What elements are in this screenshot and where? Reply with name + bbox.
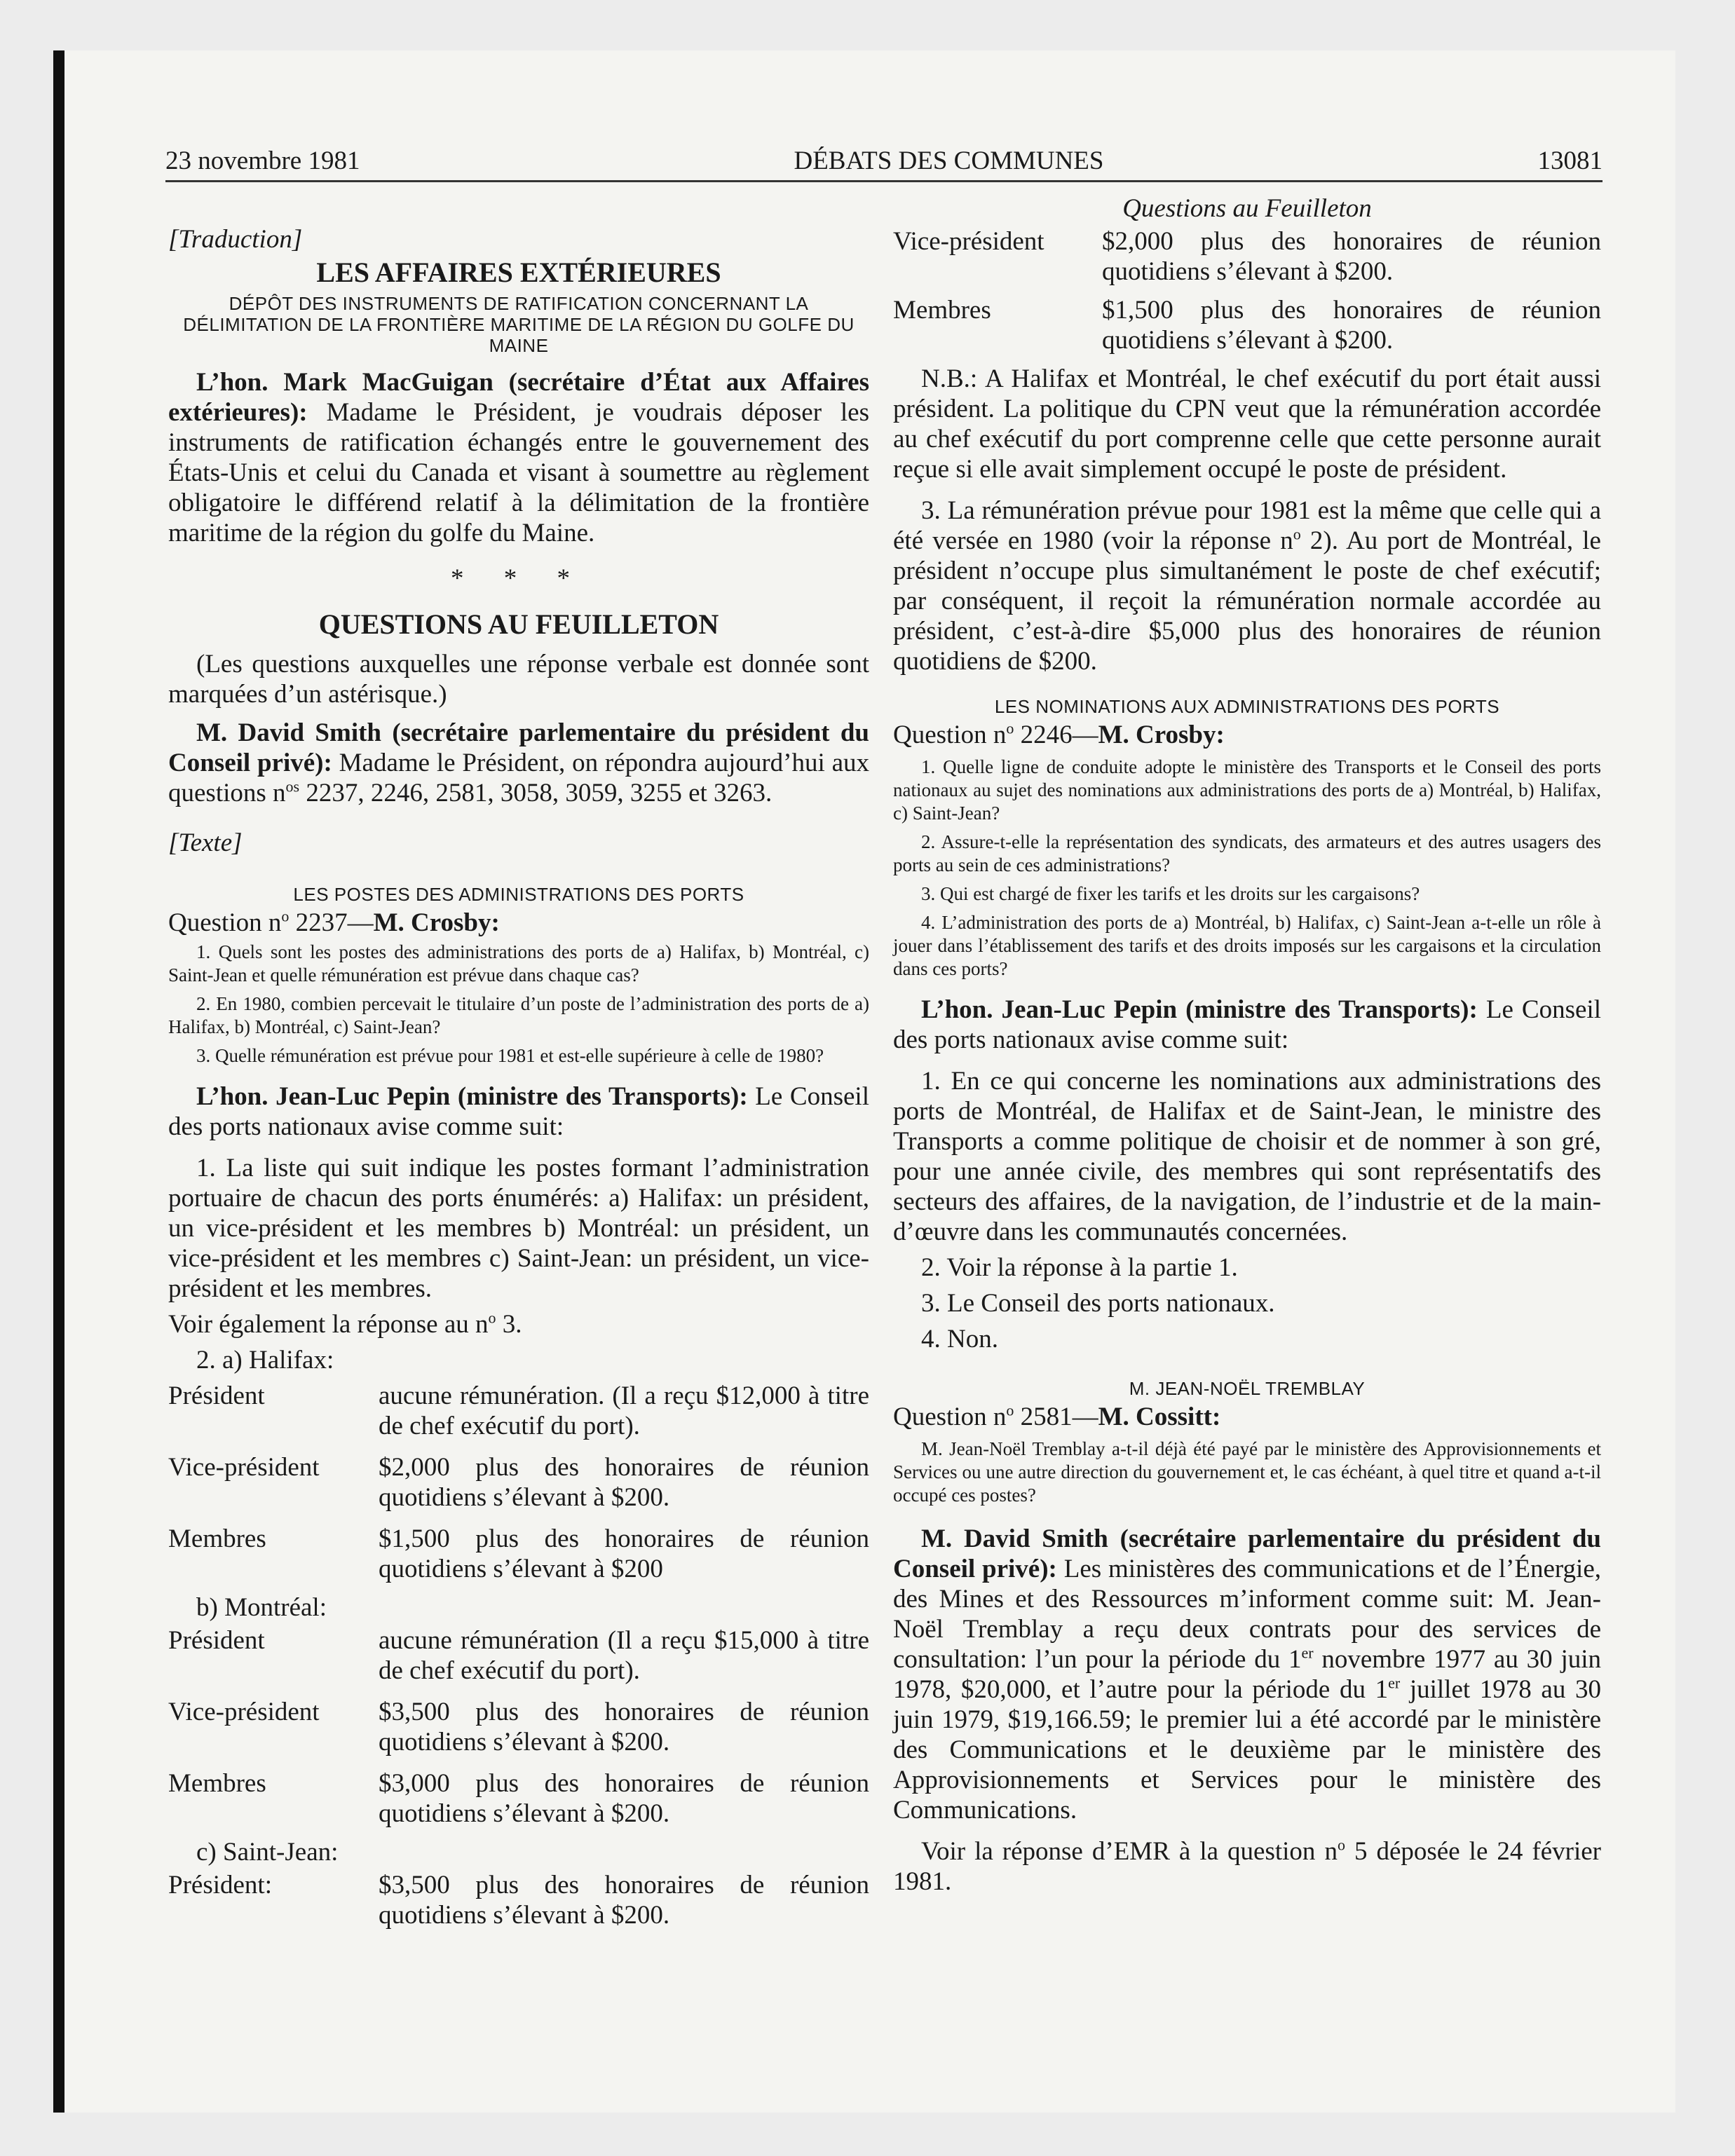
speech-text: Madame le Président, on répondra aujourd’hui aux questions n	[168, 749, 869, 807]
question-2246-heading	[893, 720, 1601, 750]
table-cell-pay: $2,000 plus des honoraires de réunion quotidiens s’élevant à $200.	[1102, 227, 1601, 286]
speech-text: Les ministères des communications et de l’Énergie, des Mines et des Ressources m’informent comme suit: M. Jean-Noël Tremblay a reçu deux contrats pour des services de consultation: l’un pour la période du 1	[893, 1555, 1601, 1674]
table-cell-role: Membres	[168, 1769, 266, 1798]
speech-text: Voir également la réponse au n	[168, 1310, 489, 1339]
table-row	[168, 1381, 869, 1441]
superscript: o	[1293, 525, 1301, 543]
table-cell-pay: $3,000 plus des honoraires de réunion quotidiens s’élevant à $200.	[379, 1769, 869, 1828]
continued-table	[893, 226, 1601, 355]
scan-edge	[53, 50, 64, 2113]
paragraph-pepin-1	[168, 1082, 869, 1142]
speaker-pepin: L’hon. Jean-Luc Pepin (ministre des Transports):	[921, 995, 1478, 1024]
section-title-affaires-exterieures: LES AFFAIRES EXTÉRIEURES	[316, 257, 721, 288]
running-head-questions: Questions au Feuilleton	[1122, 194, 1372, 223]
superscript: o	[488, 1309, 496, 1327]
question-2246-items	[893, 756, 1601, 981]
montreal-label: b) Montréal:	[196, 1593, 327, 1622]
superscript: os	[285, 777, 300, 796]
paragraph-liste-postes: 1. La liste qui suit indique les postes formant l’administration portuaire de chacun des ports énumérés: a) Halifax: un président, un vice-président et les membres b) Montréal: un président, un vice-président et les membres c) Saint-Jean: un président, un vice-président et les membres.	[168, 1154, 869, 1303]
table-row	[168, 1870, 869, 1930]
question-number: 2237—	[289, 908, 374, 937]
speech-text: novembre 1977 au 30 juin 1978, $20,000, et l’autre pour la période du 1	[893, 1645, 1601, 1704]
question-item: 3. Quelle rémunération est prévue pour 1981 et est-elle supérieure à celle de 1980?	[196, 1045, 824, 1066]
question-2581-heading	[893, 1402, 1601, 1432]
superscript: o	[1337, 1836, 1345, 1854]
question-2581-text: M. Jean-Noël Tremblay a-t-il déjà été payé par le ministère des Approvisionnements et Services ou une autre direction du gouvernement et, le cas échéant, à quel titre et quand a-t-il occupé ces postes?	[893, 1438, 1601, 1506]
table-cell-role: Vice-président	[893, 227, 1045, 256]
header-date: 23 novembre 1981	[165, 146, 360, 175]
section-title-questions: QUESTIONS AU FEUILLETON	[318, 608, 719, 640]
paragraph-macguigan	[168, 367, 869, 548]
table-cell-role: Vice-président	[168, 1698, 320, 1726]
question-asker: M. Crosby:	[1098, 721, 1225, 749]
superscript: o	[1006, 1401, 1014, 1419]
halifax-label: 2. a) Halifax:	[196, 1346, 334, 1374]
table-cell-pay: $3,500 plus des honoraires de réunion quotidiens s’élevant à $200.	[379, 1698, 869, 1756]
table-cell-pay: $1,500 plus des honoraires de réunion quotidiens s’élevant à $200.	[1102, 296, 1601, 355]
paragraph-smith-1	[168, 718, 869, 808]
question-item: 2. En 1980, combien percevait le titulaire d’un poste de l’administration des ports de a) Halifax, b) Montréal, c) Saint-Jean?	[168, 993, 869, 1037]
table-cell-pay: $2,000 plus des honoraires de réunion quotidiens s’élevant à $200.	[379, 1453, 869, 1512]
traduction-note: [Traduction]	[168, 225, 303, 254]
question-number: 2581—	[1014, 1403, 1098, 1431]
texte-note: [Texte]	[168, 828, 243, 857]
speaker-smith: M. David Smith (secrétaire parlementaire du président du Conseil privé):	[893, 1524, 1601, 1583]
speech-text: Le Conseil des ports nationaux avise comme suit:	[893, 995, 1601, 1054]
question-2237-heading	[168, 908, 869, 938]
question-asker: M. Crosby:	[373, 908, 500, 937]
section-title-postes: LES POSTES DES ADMINISTRATIONS DES PORTS	[293, 884, 744, 905]
paragraph-answer-3: 3. Le Conseil des ports nationaux.	[921, 1289, 1275, 1318]
left-column	[168, 196, 869, 1930]
question-asker: M. Cossitt:	[1098, 1403, 1221, 1431]
table-cell-role: Membres	[893, 296, 991, 325]
table-row	[168, 1697, 869, 1757]
speech-text: Le Conseil des ports nationaux avise comme suit:	[168, 1082, 869, 1141]
section-separator: * * *	[451, 564, 587, 593]
montreal-table	[168, 1625, 869, 1829]
superscript: er	[1301, 1644, 1314, 1662]
speaker-macguigan: L’hon. Mark MacGuigan (secrétaire d’État aux Affaires extérieures):	[168, 368, 869, 427]
question-2237-items	[168, 941, 869, 1067]
paragraph-remuneration-1981	[893, 496, 1601, 676]
speaker-smith: M. David Smith (secrétaire parlementaire du président du Conseil privé):	[168, 718, 869, 777]
question-item: 4. L’administration des ports de a) Montréal, b) Halifax, c) Saint-Jean a-t-elle un rôle à jouer dans l’établissement des tarifs et des droits imposés sur les cargaisons et la circulation dans ces ports?	[893, 912, 1601, 979]
speaker-pepin: L’hon. Jean-Luc Pepin (ministre des Transports):	[196, 1082, 748, 1111]
speech-text: Voir la réponse d’EMR à la question n	[921, 1837, 1338, 1866]
table-cell-pay: $1,500 plus des honoraires de réunion quotidiens s’élevant à $200	[379, 1524, 869, 1583]
table-cell-role: Membres	[168, 1524, 266, 1553]
paragraph-nominations-politique: 1. En ce qui concerne les nominations aux administrations des ports de Montréal, de Halifax et de Saint-Jean, le ministre des Transports a comme politique de choisir et de nommer à son gré, pour une année civile, des membres qui sont représentatifs des secteurs des affaires, de la navigation, de l’industrie et de la main-d’œuvre dans les communautés concernées.	[893, 1067, 1601, 1246]
paragraph-voir-emr	[893, 1836, 1601, 1897]
superscript: o	[1006, 719, 1014, 737]
header-page-number: 13081	[1537, 146, 1603, 175]
question-item: 1. Quels sont les postes des administrations des ports de a) Halifax, b) Montréal, c) Saint-Jean et quelle rémunération est prévue dans chaque cas?	[168, 941, 869, 985]
table-row	[168, 1625, 869, 1686]
saint-jean-table	[168, 1870, 869, 1930]
halifax-table	[168, 1381, 869, 1584]
question-item: 1. Quelle ligne de conduite adopte le ministère des Transports et le Conseil des ports nationaux au sujet des nominations aux administrations des ports de a) Montréal, b) Halifax, c) Saint-Jean?	[893, 756, 1601, 824]
paragraph-nb: N.B.: A Halifax et Montréal, le chef exécutif du port était aussi président. La politique du CPN veut que la rémunération accordée au chef exécutif du port comprenne celle que cette personne aurait reçue si elle avait simplement occupé le poste de président.	[893, 364, 1601, 484]
question-number: 2246—	[1014, 721, 1098, 749]
saint-jean-label: c) Saint-Jean:	[196, 1838, 339, 1867]
question-item: 3. Qui est chargé de fixer les tarifs et les droits sur les cargaisons?	[921, 883, 1420, 904]
speech-text: 2). Au port de Montréal, le président n’occupe plus simultanément le poste de chef exécutif; par conséquent, il reçoit la rémunération normale accordée au président, c’est-à-dire $5,000 plus des honoraires de réunion quotidiens de $200.	[893, 526, 1601, 676]
section-title-tremblay: M. JEAN-NOËL TREMBLAY	[1129, 1378, 1366, 1399]
table-cell-role: Président	[168, 1626, 265, 1655]
section-subtitle-depot: DÉPÔT DES INSTRUMENTS DE RATIFICATION CONCERNANT LA DÉLIMITATION DE LA FRONTIÈRE MARITIME DE LA RÉGION DU GOLFE DU MAINE	[183, 293, 855, 356]
questions-note: (Les questions auxquelles une réponse verbale est donnée sont marquées d’un astérisque.)	[168, 650, 869, 709]
table-row	[168, 1452, 869, 1513]
table-row	[893, 295, 1601, 355]
speech-text: Madame le Président, je voudrais déposer les instruments de ratification échangés entre le gouvernement des États-Unis et celui du Canada et visant à soumettre au règlement obligatoire le différend relatif à la délimitation de la frontière maritime de la région du golfe du Maine.	[168, 398, 869, 547]
speech-text: 2237, 2246, 2581, 3058, 3059, 3255 et 3263.	[299, 779, 773, 807]
superscript: er	[1388, 1674, 1401, 1692]
question-item: 2. Assure-t-elle la représentation des syndicats, des armateurs et des autres usagers des ports au sein de ces administrations?	[893, 831, 1601, 875]
speech-text: 5 déposée le 24 février 1981.	[893, 1837, 1601, 1896]
paragraph-answer-2: 2. Voir la réponse à la partie 1.	[921, 1253, 1238, 1282]
section-title-nominations: LES NOMINATIONS AUX ADMINISTRATIONS DES PORTS	[994, 696, 1500, 717]
speech-text: 3. La rémunération prévue pour 1981 est la même que celle qui a été versée en 1980 (voir la réponse n	[893, 496, 1601, 555]
paragraph-smith-2	[893, 1524, 1601, 1825]
paragraph-voir-reponse	[168, 1309, 869, 1339]
paragraph-pepin-2	[893, 995, 1601, 1055]
table-row	[168, 1524, 869, 1584]
table-cell-pay: aucune rémunération (Il a reçu $15,000 à titre de chef exécutif du port).	[379, 1626, 869, 1685]
right-column	[893, 193, 1601, 1897]
table-cell-role: Vice-président	[168, 1453, 320, 1482]
speech-text: juillet 1978 au 30 juin 1979, $19,166.59; le premier lui a été accordé par le ministère des Communications et le deuxième par le ministère des Approvisionnements et Services pour le ministère des Communications.	[893, 1675, 1601, 1824]
question-label: Question n	[893, 1403, 1007, 1431]
question-label: Question n	[168, 908, 282, 937]
running-header	[165, 143, 1603, 182]
table-cell-pay: aucune rémunération. (Il a reçu $12,000 à titre de chef exécutif du port).	[379, 1381, 869, 1440]
table-cell-role: Président	[168, 1381, 265, 1410]
table-cell-role: Président:	[168, 1871, 272, 1899]
paragraph-answer-4: 4. Non.	[921, 1325, 998, 1353]
speech-text: 3.	[496, 1310, 522, 1339]
header-title: DÉBATS DES COMMUNES	[794, 146, 1104, 175]
table-row	[168, 1768, 869, 1829]
table-row	[893, 226, 1601, 287]
superscript: o	[281, 907, 290, 925]
table-cell-pay: $3,500 plus des honoraires de réunion quotidiens s’élevant à $200.	[379, 1871, 869, 1930]
question-label: Question n	[893, 721, 1007, 749]
